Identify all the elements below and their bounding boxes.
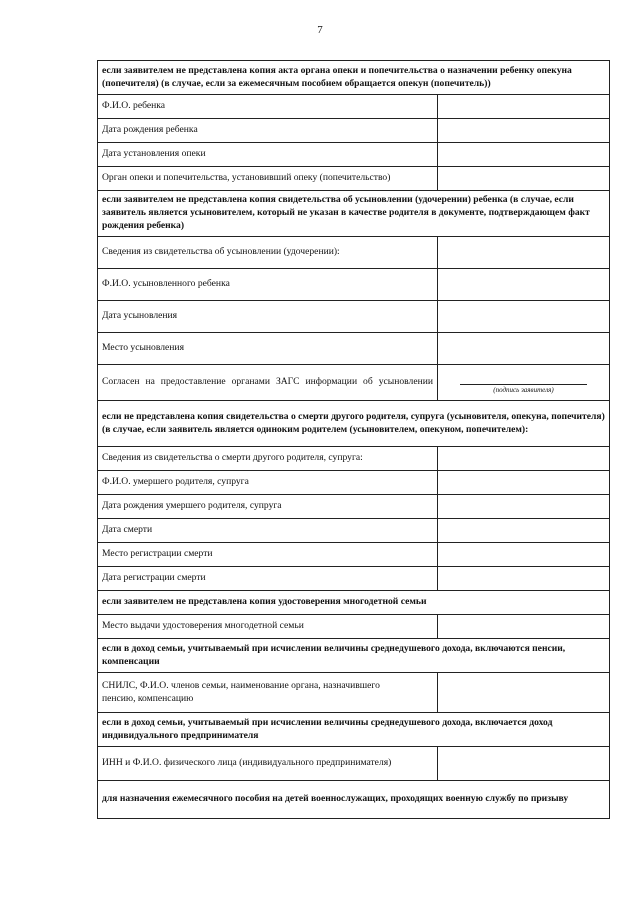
- pension-info-text: СНИЛС, Ф.И.О. членов семьи, наименование органа, назначившего пенсию, компенсацию: [102, 679, 380, 704]
- child-birth-date-field[interactable]: [438, 119, 610, 143]
- section-header-row: [98, 781, 610, 819]
- section-header-row: [98, 639, 610, 673]
- death-registration-place-label: Место регистрации смерти: [98, 543, 438, 567]
- adoption-place-field[interactable]: [438, 333, 610, 365]
- deceased-birth-date-label: Дата рождения умершего родителя, супруга: [98, 495, 438, 519]
- child-name-label: Ф.И.О. ребенка: [98, 95, 438, 119]
- form-row: [98, 519, 610, 543]
- death-registration-date-label: Дата регистрации смерти: [98, 567, 438, 591]
- form-row: [98, 495, 610, 519]
- entrepreneur-inn-label: ИНН и Ф.И.О. физического лица (индивидуального предпринимателя): [98, 747, 438, 781]
- form-row: [98, 447, 610, 471]
- guardianship-date-field[interactable]: [438, 143, 610, 167]
- form-row: [98, 747, 610, 781]
- deceased-birth-date-field[interactable]: [438, 495, 610, 519]
- section-header-row: [98, 61, 610, 95]
- adopted-child-name-field[interactable]: [438, 269, 610, 301]
- form-row: [98, 543, 610, 567]
- form-row: [98, 167, 610, 191]
- form-row: [98, 471, 610, 495]
- form-row: [98, 301, 610, 333]
- page-number: 7: [317, 24, 323, 36]
- entrepreneur-inn-field[interactable]: [438, 747, 610, 781]
- death-date-label: Дата смерти: [98, 519, 438, 543]
- form-row: [98, 567, 610, 591]
- death-date-field[interactable]: [438, 519, 610, 543]
- military-section-header: для назначения ежемесячного пособия на детей военнослужащих, проходящих военную службу по призыву: [98, 781, 610, 819]
- application-form-table: [97, 60, 610, 819]
- adoption-date-label: Дата усыновления: [98, 301, 438, 333]
- death-registration-place-field[interactable]: [438, 543, 610, 567]
- large-family-section-header: если заявителем не представлена копия удостоверения многодетной семьи: [98, 591, 610, 615]
- pension-section-header: если в доход семьи, учитываемый при исчислении величины среднедушевого дохода, включаются пенсии, компенсации: [98, 639, 610, 673]
- deceased-name-field[interactable]: [438, 471, 610, 495]
- section-header-row: [98, 401, 610, 447]
- large-family-certificate-place-label: Место выдачи удостоверения многодетной семьи: [98, 615, 438, 639]
- guardianship-authority-field[interactable]: [438, 167, 610, 191]
- section-header-row: [98, 713, 610, 747]
- death-section-header: если не представлена копия свидетельства о смерти другого родителя, супруга (усыновителя, опекуна, попечителя) (в случае, если заявитель является одиноким родителем (усыновителем, опекуном, попечителем):: [98, 401, 610, 447]
- form-row: [98, 673, 610, 713]
- consent-row: [98, 365, 610, 401]
- form-row: [98, 95, 610, 119]
- child-name-field[interactable]: [438, 95, 610, 119]
- guardianship-date-label: Дата установления опеки: [98, 143, 438, 167]
- form-row: [98, 143, 610, 167]
- adoption-certificate-label: Сведения из свидетельства об усыновлении (удочерении):: [98, 237, 438, 269]
- zags-consent-label: Согласен на предоставление органами ЗАГС информации об усыновлении: [98, 365, 438, 401]
- child-birth-date-label: Дата рождения ребенка: [98, 119, 438, 143]
- signature-caption: (подпись заявителя): [460, 384, 587, 395]
- adoption-date-field[interactable]: [438, 301, 610, 333]
- adoption-certificate-field[interactable]: [438, 237, 610, 269]
- form-row: [98, 615, 610, 639]
- adopted-child-name-label: Ф.И.О. усыновленного ребенка: [98, 269, 438, 301]
- guardian-section-header: если заявителем не представлена копия акта органа опеки и попечительства о назначении ребенку опекуна (попечителя) (в случае, если за ежемесячным пособием обращается опекун (попечитель)): [98, 61, 610, 95]
- entrepreneur-section-header: если в доход семьи, учитываемый при исчислении величины среднедушевого дохода, включается доход индивидуального предпринимателя: [98, 713, 610, 747]
- deceased-name-label: Ф.И.О. умершего родителя, супруга: [98, 471, 438, 495]
- pension-info-label: [98, 673, 438, 713]
- death-registration-date-field[interactable]: [438, 567, 610, 591]
- section-header-row: [98, 191, 610, 237]
- form-row: [98, 119, 610, 143]
- large-family-certificate-place-field[interactable]: [438, 615, 610, 639]
- death-certificate-label: Сведения из свидетельства о смерти другого родителя, супруга:: [98, 447, 438, 471]
- section-header-row: [98, 591, 610, 615]
- form-row: [98, 269, 610, 301]
- adoption-section-header: если заявителем не представлена копия свидетельства об усыновлении (удочерении) ребенка (в случае, если заявитель является усыновителем, который не указан в качестве родителя в документе, подтверждающем факт рождения ребенка): [98, 191, 610, 237]
- form-row: [98, 333, 610, 365]
- pension-info-field[interactable]: [438, 673, 610, 713]
- death-certificate-field[interactable]: [438, 447, 610, 471]
- form-row: [98, 237, 610, 269]
- guardianship-authority-label: Орган опеки и попечительства, установивший опеку (попечительство): [98, 167, 438, 191]
- adoption-place-label: Место усыновления: [98, 333, 438, 365]
- applicant-signature-field[interactable]: [438, 365, 610, 401]
